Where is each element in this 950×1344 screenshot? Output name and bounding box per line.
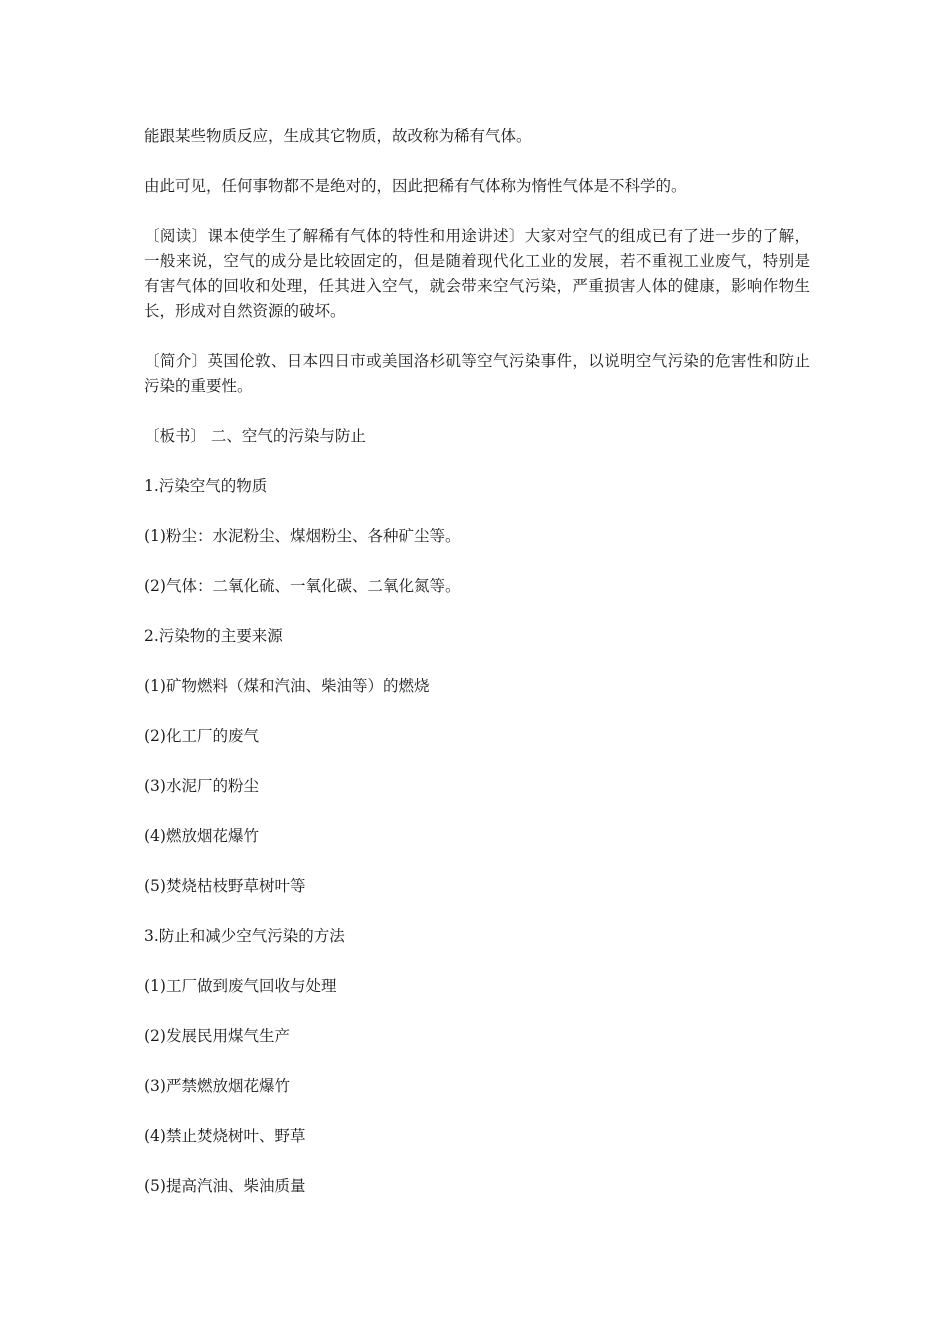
paragraph-conclusion: 由此可见，任何事物都不是绝对的，因此把稀有气体称为惰性气体是不科学的。	[144, 177, 687, 195]
list-item: (3)水泥厂的粉尘	[144, 777, 259, 795]
list-item: (3)严禁燃放烟花爆竹	[144, 1077, 290, 1095]
subheading-pollutants: 1.污染空气的物质	[144, 477, 268, 495]
list-item: (1)矿物燃料（煤和汽油、柴油等）的燃烧	[144, 677, 430, 695]
list-item: (1)粉尘：水泥粉尘、煤烟粉尘、各种矿尘等。	[144, 527, 461, 545]
subheading-sources: 2.污染物的主要来源	[144, 627, 283, 645]
list-item: (5)提高汽油、柴油质量	[144, 1177, 306, 1195]
list-item: (4)燃放烟花爆竹	[144, 827, 259, 845]
paragraph-rare-gas-rename: 能跟某些物质反应，生成其它物质，故改称为稀有气体。	[144, 127, 532, 145]
list-item: (2)化工厂的废气	[144, 727, 259, 745]
paragraph-introduction: 〔简介〕英国伦敦、日本四日市或美国洛杉矶等空气污染事件，以说明空气污染的危害性和防止污染的重要性。	[144, 352, 810, 395]
list-item: (4)禁止焚烧树叶、野草	[144, 1127, 306, 1145]
section-heading-board: 〔板书〕 二、空气的污染与防止	[144, 427, 366, 445]
list-item: (2)气体：二氧化硫、一氧化碳、二氧化氮等。	[144, 577, 461, 595]
list-item: (5)焚烧枯枝野草树叶等	[144, 877, 306, 895]
list-item: (1)工厂做到废气回收与处理	[144, 977, 337, 995]
subheading-prevention: 3.防止和减少空气污染的方法	[144, 927, 345, 945]
paragraph-reading: 〔阅读〕课本使学生了解稀有气体的特性和用途讲述〕大家对空气的组成已有了进一步的了解，一般来说，空气的成分是比较固定的，但是随着现代化工业的发展，若不重视工业废气，特别是有害气体的回收和处理，任其进入空气，就会带来空气污染，严重损害人体的健康，影响作物生长，形成对自然资源的破坏。	[144, 227, 810, 320]
list-item: (2)发展民用煤气生产	[144, 1027, 290, 1045]
